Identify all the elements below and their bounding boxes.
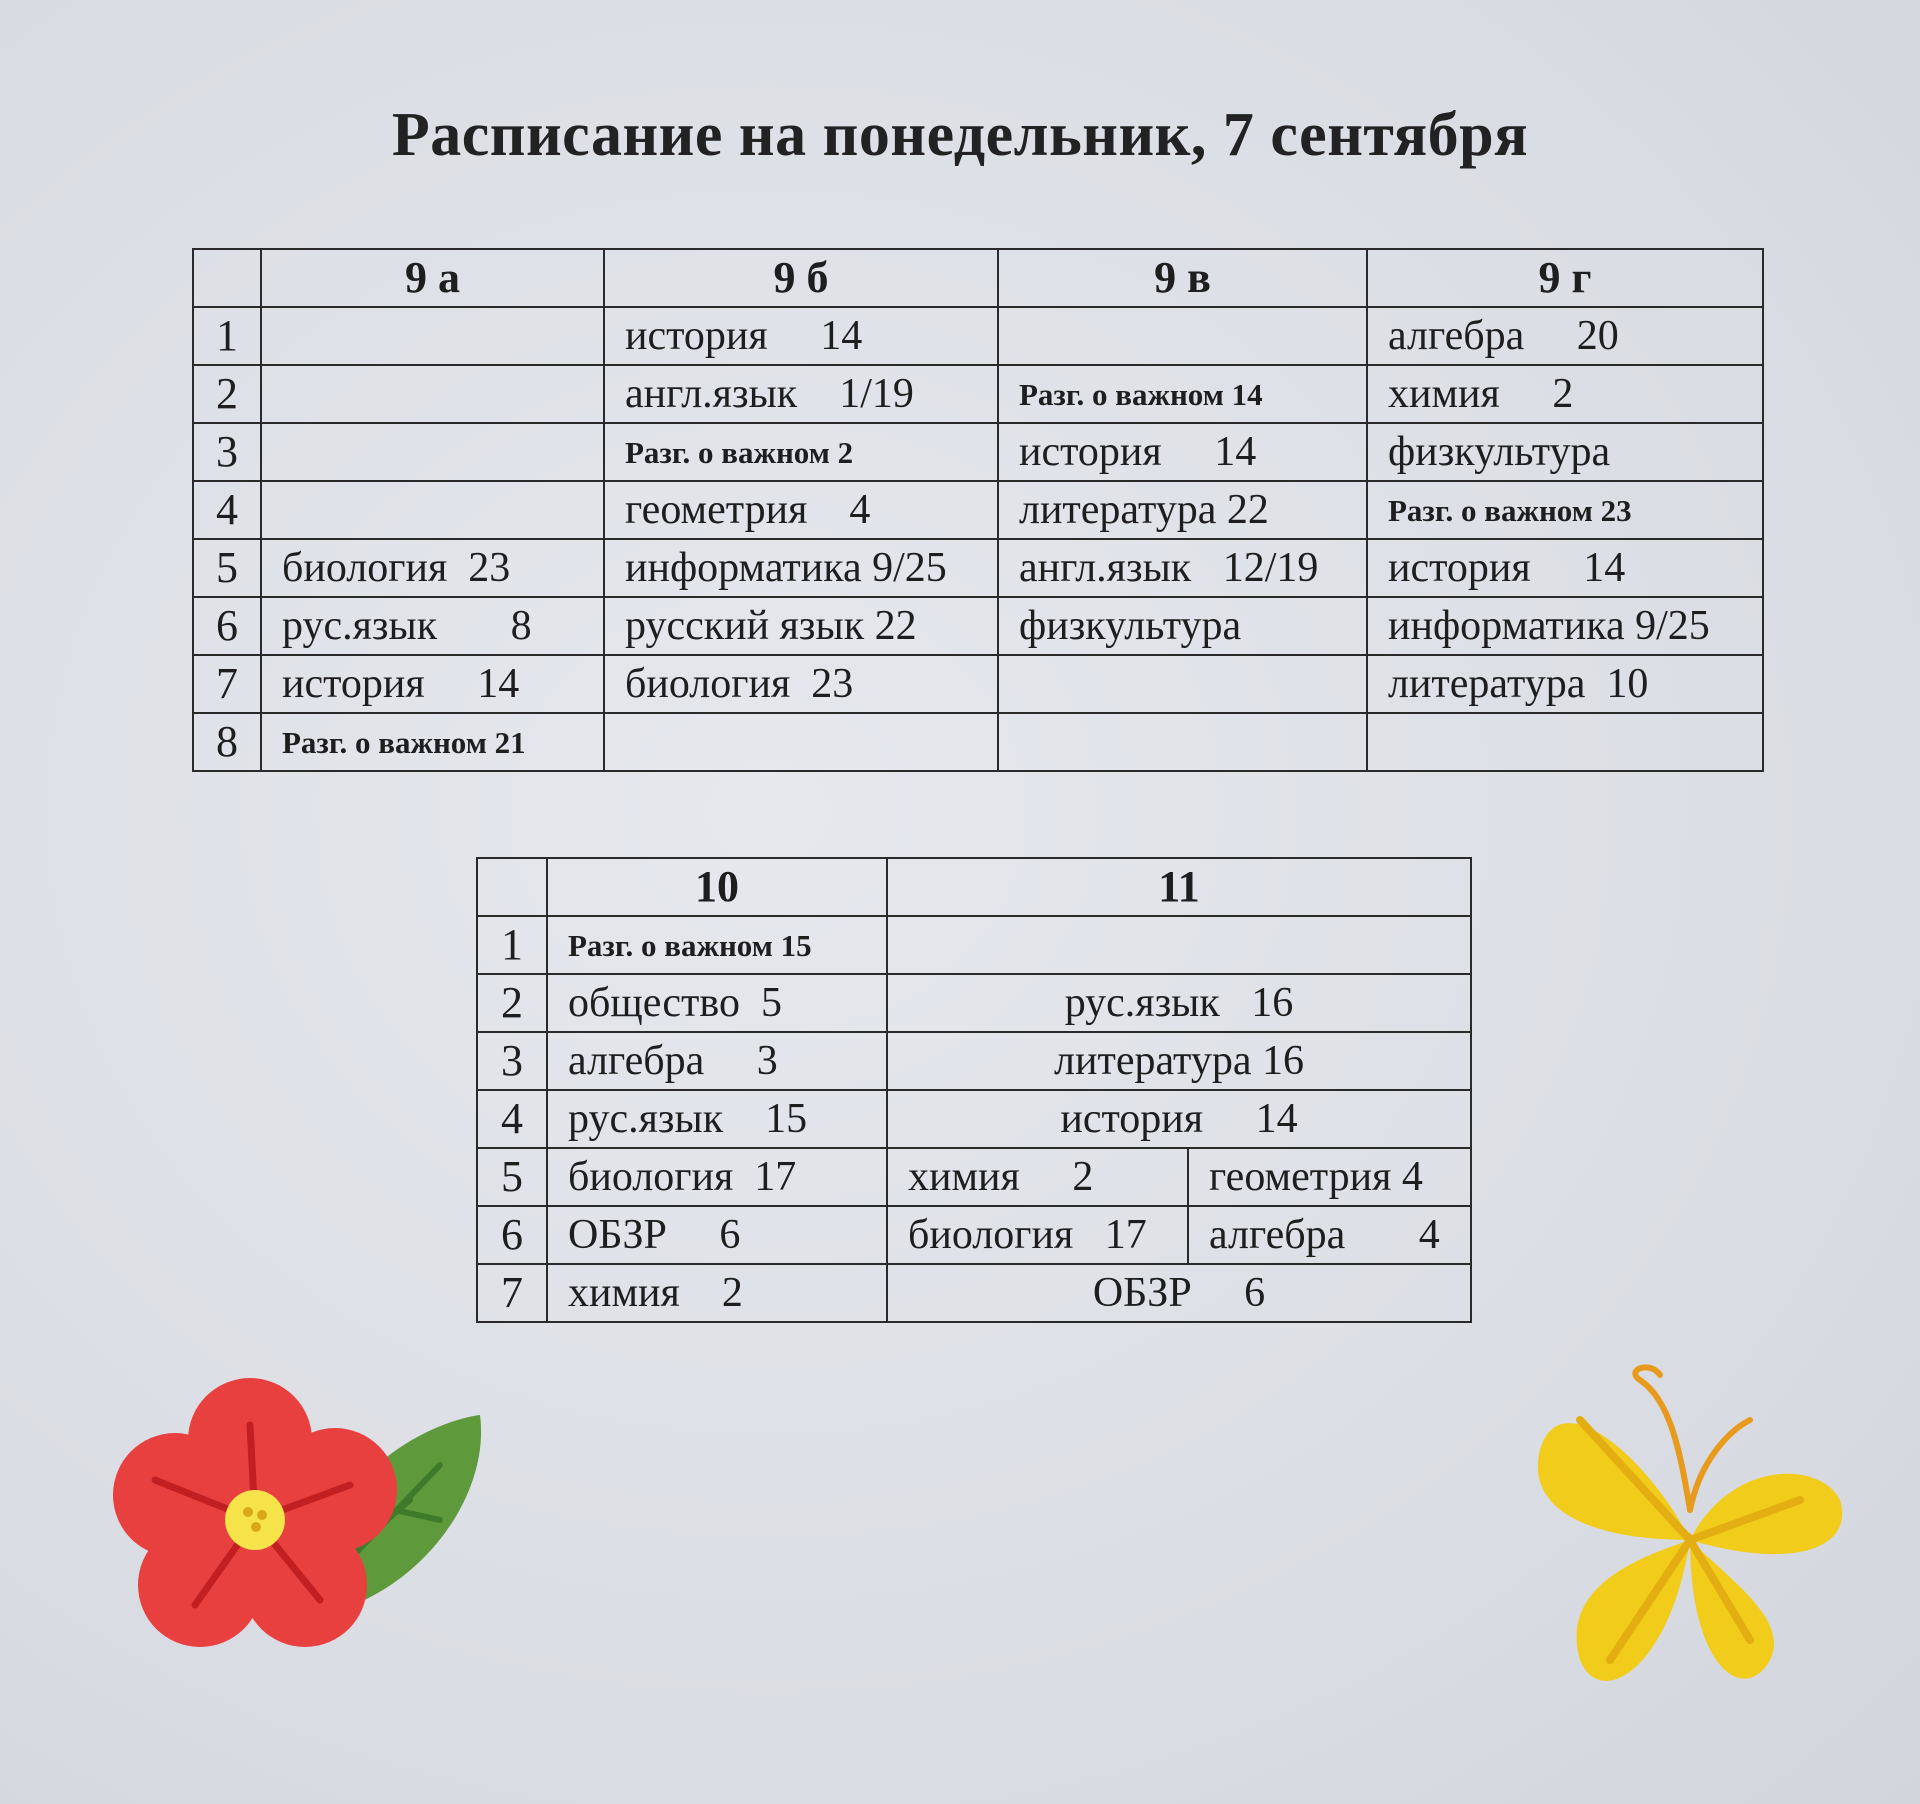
lesson-number: 1 [477,916,547,974]
page-title: Расписание на понедельник, 7 сентября [391,101,1529,169]
lesson-number: 2 [477,974,547,1032]
table-row [477,1090,1471,1148]
class-header: 9 в [998,249,1367,307]
lesson-cell: ОБЗР 6 [887,1264,1471,1322]
class-header: 10 [547,858,887,916]
lesson-cell [887,916,1471,974]
lesson-cell [261,307,604,365]
lesson-cell [998,713,1367,771]
corner-cell [477,858,547,916]
lesson-number: 1 [193,307,261,365]
lesson-cell: история 14 [998,423,1367,481]
lesson-number: 3 [193,423,261,481]
lesson-cell: литература 22 [998,481,1367,539]
lesson-cell: история 14 [604,307,998,365]
lesson-cell: англ.язык 12/19 [998,539,1367,597]
lesson-cell: литература 10 [1367,655,1763,713]
lesson-number: 2 [193,365,261,423]
lesson-cell: физкультура [998,597,1367,655]
lesson-number: 5 [477,1148,547,1206]
lesson-cell: Разг. о важном 23 [1367,481,1763,539]
table-row [477,1032,1471,1090]
lesson-cell [998,655,1367,713]
lesson-cell: ОБЗР 6 [547,1206,887,1264]
lesson-cell: Разг. о важном 14 [998,365,1367,423]
yellow-butterfly-icon [1500,1340,1880,1720]
lesson-cell: рус.язык 8 [261,597,604,655]
lesson-cell: общество 5 [547,974,887,1032]
lesson-cell: история 14 [261,655,604,713]
table-row [193,307,1763,365]
lesson-cell: химия 2 [1367,365,1763,423]
table-row [193,713,1763,771]
lesson-cell: геометрия 4 [1188,1148,1471,1206]
lesson-cell: литература 16 [887,1032,1471,1090]
table-row [193,365,1763,423]
lesson-cell: русский язык 22 [604,597,998,655]
lesson-number: 6 [477,1206,547,1264]
lesson-cell [998,307,1367,365]
lesson-number: 3 [477,1032,547,1090]
lesson-cell: физкультура [1367,423,1763,481]
lesson-number: 6 [193,597,261,655]
lesson-cell: биология 17 [887,1206,1188,1264]
table-row [193,481,1763,539]
lesson-cell: биология 23 [261,539,604,597]
lesson-cell [604,713,998,771]
table-row [477,916,1471,974]
lesson-cell: Разг. о важном 15 [547,916,887,974]
lesson-number: 7 [477,1264,547,1322]
lesson-cell: информатика 9/25 [604,539,998,597]
lesson-cell: алгебра 3 [547,1032,887,1090]
lesson-cell: алгебра 4 [1188,1206,1471,1264]
lesson-number: 8 [193,713,261,771]
lesson-cell [1367,713,1763,771]
lesson-cell [261,481,604,539]
lesson-cell: англ.язык 1/19 [604,365,998,423]
table-row [193,539,1763,597]
lesson-cell: химия 2 [547,1264,887,1322]
lesson-cell: информатика 9/25 [1367,597,1763,655]
lesson-number: 4 [477,1090,547,1148]
lesson-cell: рус.язык 16 [887,974,1471,1032]
flower-center [225,1490,285,1550]
table-row [193,597,1763,655]
butterfly-wings [1538,1423,1842,1681]
table-row [193,423,1763,481]
lesson-cell: биология 23 [604,655,998,713]
table-row [477,1206,1471,1264]
class-header: 9 г [1367,249,1763,307]
lesson-cell: рус.язык 15 [547,1090,887,1148]
lesson-cell [261,365,604,423]
table-header-row [477,858,1471,916]
schedule-table-grades-10-11 [476,857,1472,1323]
lesson-cell: история 14 [887,1090,1471,1148]
table-header-row [193,249,1763,307]
class-header: 9 б [604,249,998,307]
table-row [477,974,1471,1032]
red-flower-icon [110,1370,490,1660]
lesson-number: 4 [193,481,261,539]
class-header: 9 а [261,249,604,307]
lesson-cell [261,423,604,481]
lesson-cell: химия 2 [887,1148,1188,1206]
lesson-cell: геометрия 4 [604,481,998,539]
lesson-cell: биология 17 [547,1148,887,1206]
lesson-cell: алгебра 20 [1367,307,1763,365]
table-row [193,655,1763,713]
corner-cell [193,249,261,307]
lesson-number: 7 [193,655,261,713]
lesson-number: 5 [193,539,261,597]
class-header: 11 [887,858,1471,916]
lesson-cell: Разг. о важном 2 [604,423,998,481]
lesson-cell: история 14 [1367,539,1763,597]
lesson-cell: Разг. о важном 21 [261,713,604,771]
table-row [477,1264,1471,1322]
table-row [477,1148,1471,1206]
schedule-table-grade-9 [192,248,1764,772]
